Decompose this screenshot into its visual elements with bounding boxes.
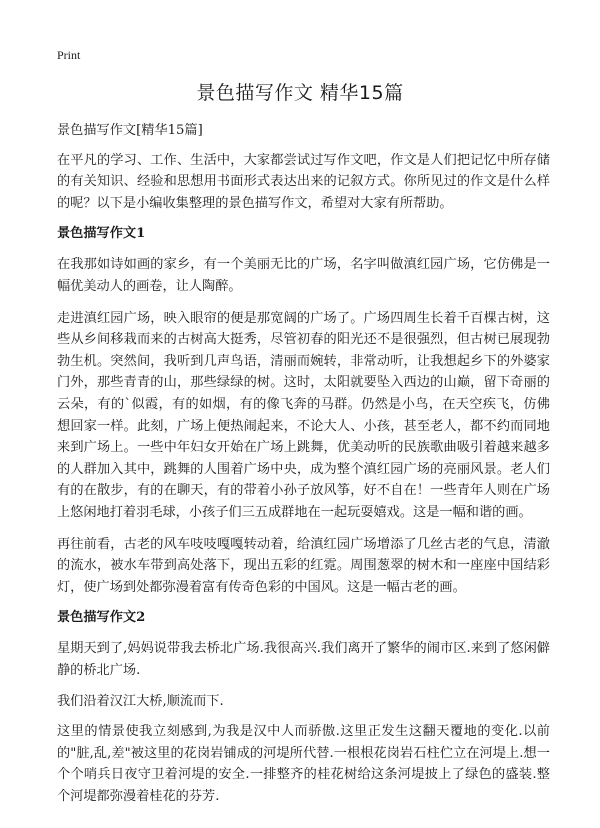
paragraph: 我们沿着汉江大桥,顺流而下. xyxy=(57,694,224,710)
paragraph: 再往前看，古老的风车吱吱嘎嘎转动着，给滇红园广场增添了几丝古老的气息，清澈的流水，被水车带到高处落下，现出五彩的红霓。周围葱翠的树木和一座座中国结彩灯，使广场到处都弥漫着富有传奇色彩的中国风。这是一幅古老的画。 xyxy=(57,536,550,595)
subtitle: 景色描写作文[精华15篇] xyxy=(57,123,203,138)
paragraph: 星期天到了,妈妈说带我去桥北广场.我很高兴.我们离开了繁华的闹市区.来到了悠闲僻静的桥北广场. xyxy=(57,641,550,678)
paragraph: 走进滇红园广场，映入眼帘的便是那宽阔的广场了。广场四周生长着千百棵古树，这些从乡间移栽而来的古树高大挺秀，尽管初春的阳光还不是很强烈，但古树已展现勃勃生机。突然间，我听到几声鸟语，清丽而婉转，非常动听，让我想起乡下的外婆家门外，那些青青的山，那些绿绿的树。这时，太阳就要坠入西边的山巅，留下奇丽的云朵，有的`似霞，有的如烟，有的像飞奔的马群。仍然是小鸟，在天空疾飞，仿佛想回家一样。此刻，广场上便热闹起来，不论大人、小孩，甚至老人，都不约而同地来到广场上。一些中年妇女开始在广场上跳舞，优美动听的民族歌曲吸引着越来越多的人群加入其中，跳舞的人围着广场中央，成为整个滇红园广场的亮丽风景。老人们有的在散步，有的在聊天，有的带着小孙子放风筝，好不自在！一些青年人则在广场上悠闲地打着羽毛球，小孩子们三五成群地在一起玩耍嬉戏。这是一幅和谐的画。 xyxy=(57,310,550,520)
paragraph: 这里的情景使我立刻感到,为我是汉中人而骄傲.这里正发生这翻天覆地的变化.以前的"脏,乱,差"被这里的花岗岩铺成的河堤所代替.一根根花岗岩石柱伫立在河堤上.想一个个哨兵日夜守卫着河堤的安全.一排整齐的桂花树给这条河堤披上了绿色的盛装.整个河堤都弥漫着桂花的芬芳. xyxy=(57,724,550,804)
page-title: 景色描写作文 精华15篇 xyxy=(196,82,404,104)
document-body xyxy=(57,120,550,817)
print-label[interactable]: Print xyxy=(57,48,81,62)
section-heading: 景色描写作文2 xyxy=(57,610,146,626)
intro-paragraph: 在平凡的学习、工作、生活中，大家都尝试过写作文吧，作文是人们把记忆中所存储的有关知识、经验和思想用书面形式表达出来的记叙方式。你所见过的作文是什么样的呢？以下是小编收集整理的景色描写作文，希望对大家有所帮助。 xyxy=(57,152,550,211)
paragraph: 在我那如诗如画的家乡，有一个美丽无比的广场，名字叫做滇红园广场，它仿佛是一幅优美动人的画卷，让人陶醉。 xyxy=(57,257,550,294)
section-heading: 景色描写作文1 xyxy=(57,226,146,242)
